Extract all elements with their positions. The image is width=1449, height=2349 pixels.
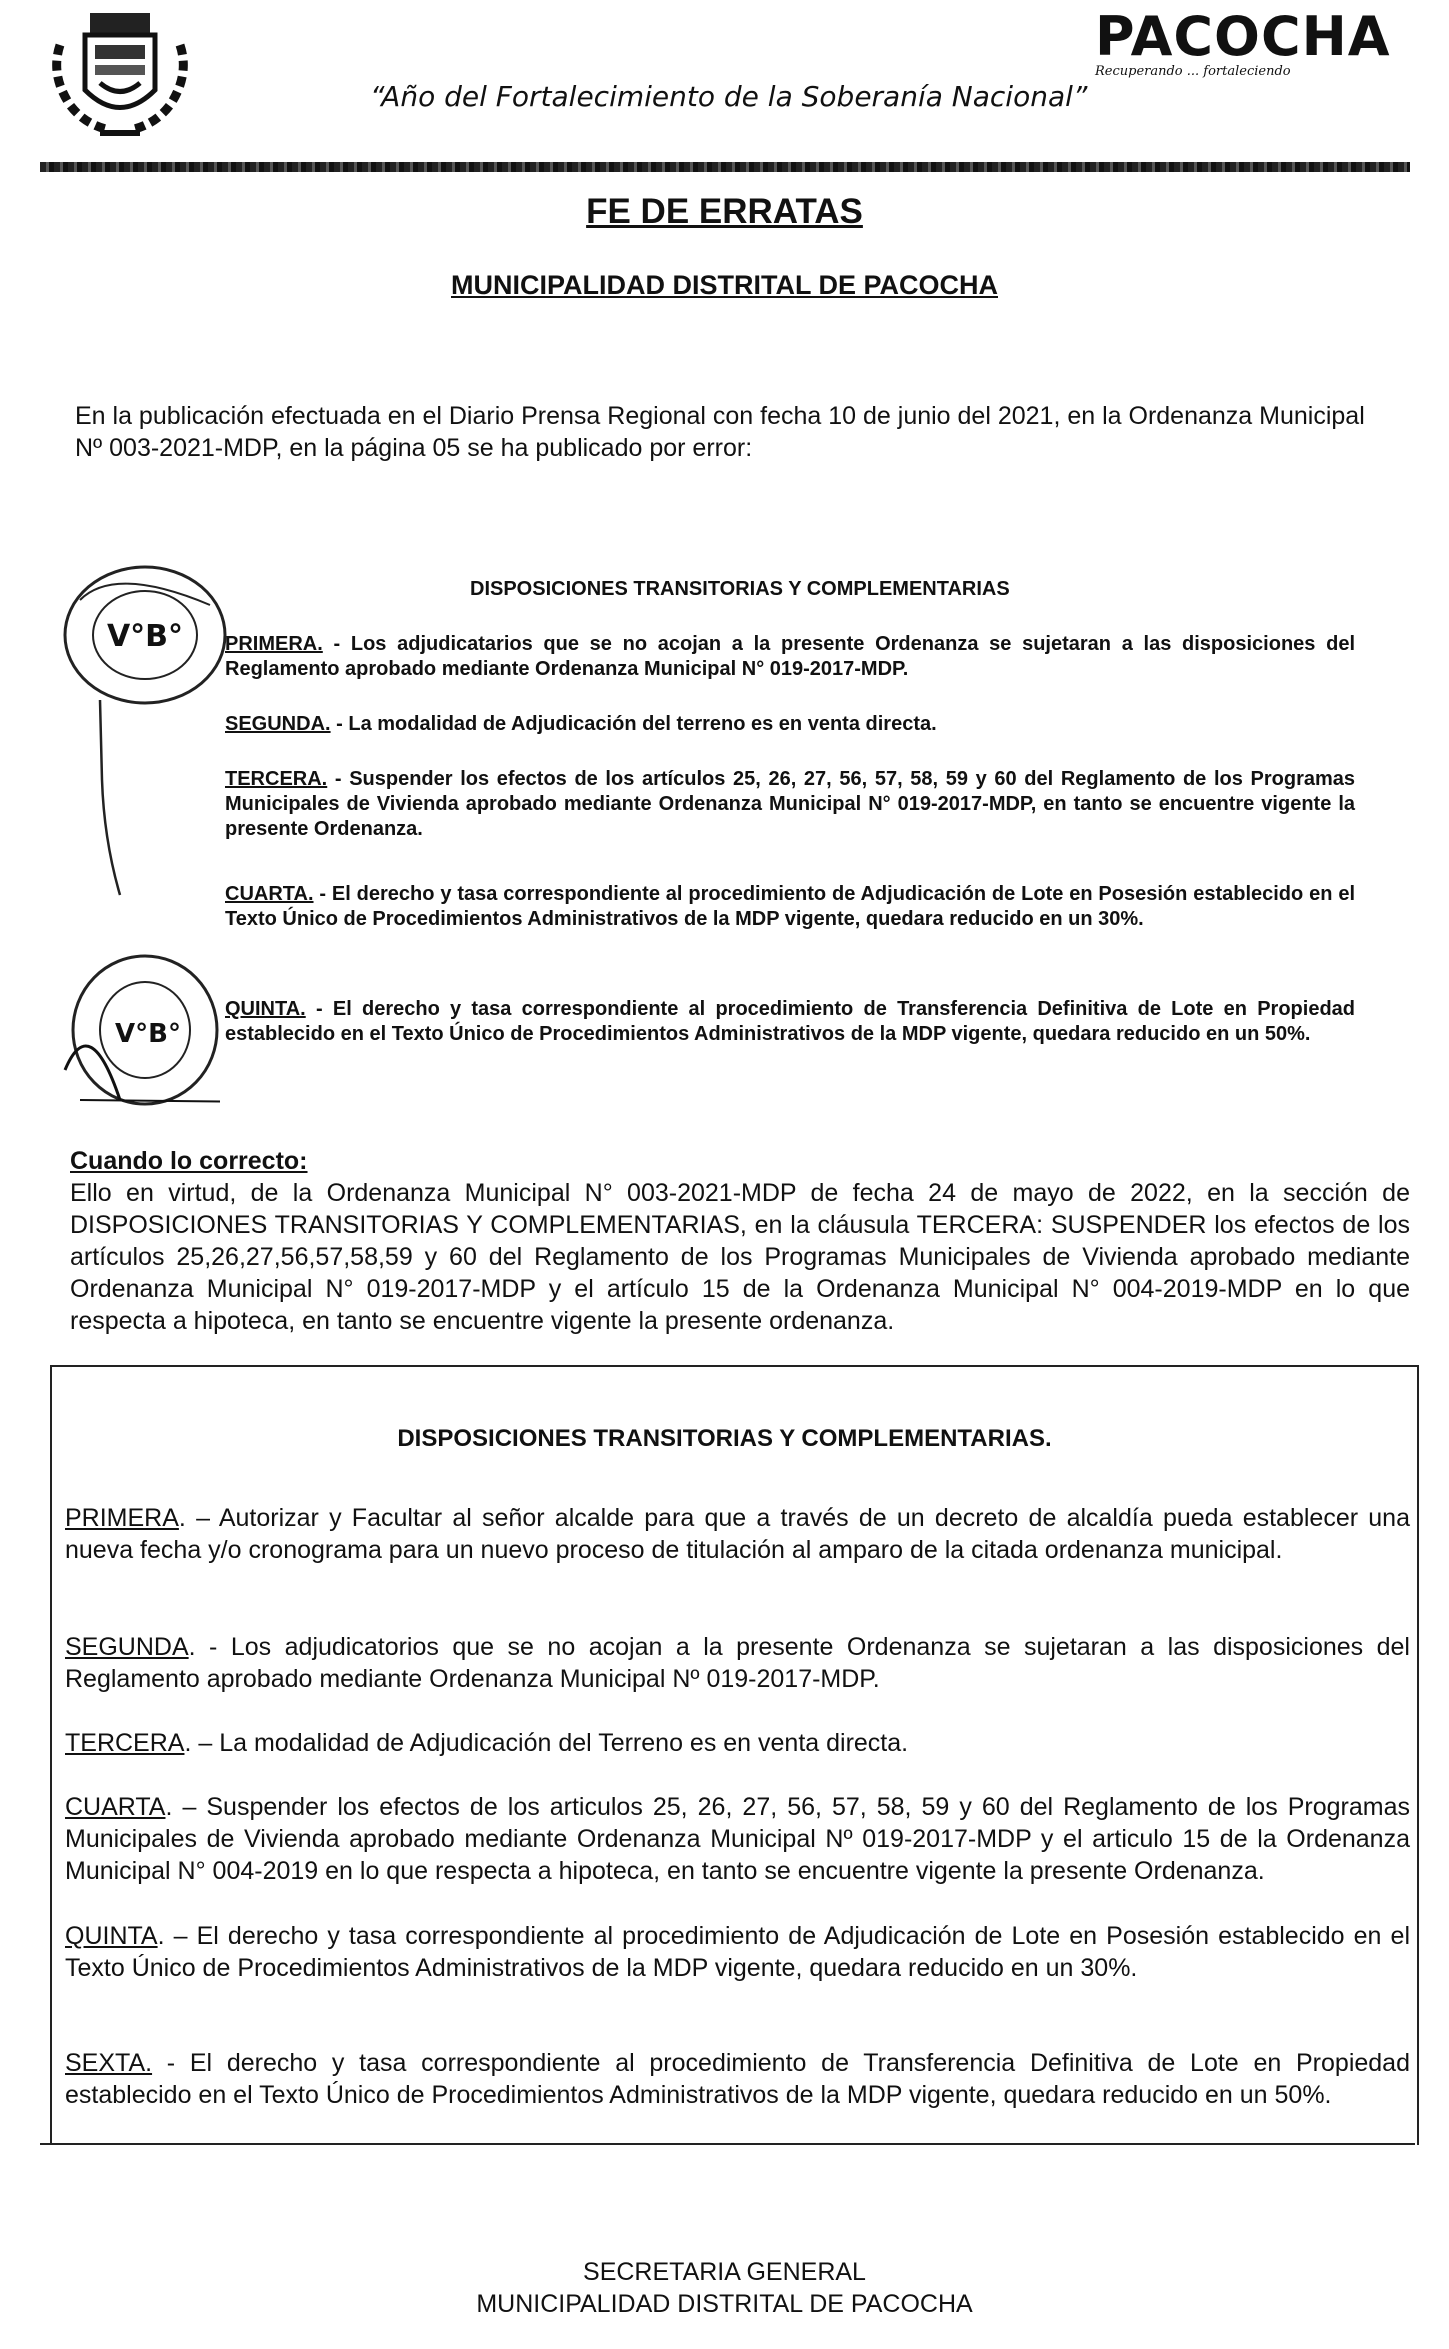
corrected-item — [65, 1631, 1410, 1695]
signature-institution: MUNICIPALIDAD DISTRITAL DE PACOCHA — [476, 2290, 973, 2318]
corrected-item — [65, 1502, 1410, 1566]
corrected-item — [65, 1727, 1410, 1759]
correct-paragraph: Ello en virtud, de la Ordenanza Municipal N° 003-2021-MDP de fecha 24 de mayo de 2022, en la sección de DISPOSICIONES TRANSITORIAS Y COMPLEMENTARIAS, en la cláusula TERCERA: SUSPENDER los efectos de los artículos 25,26,27,56,57,58,59 y 60 del Reglamento de los Programas Municipales de Vivienda aprobado mediante Ordenanza Municipal N° 019-2017-MDP y el artículo 15 de la Ordenanza Municipal N° 004-2019-MDP en lo que respecta a hipoteca, en tanto se encuentre vigente la presente ordenanza. — [70, 1179, 1410, 1335]
published-item — [225, 632, 1355, 682]
corrected-item-text: . – La modalidad de Adjudicación del Terreno es en venta directa. — [184, 1729, 909, 1757]
published-item-label: PRIMERA. — [225, 633, 323, 655]
published-item-label: TERCERA. — [225, 768, 328, 790]
municipal-crest-logo — [40, 5, 200, 140]
published-item-label: CUARTA. — [225, 883, 314, 905]
intro-paragraph: En la publicación efectuada en el Diario Prensa Regional con fecha 10 de junio del 2021, en la Ordenanza Municipal Nº 003-2021-MDP, en la página 05 se ha publicado por error: — [75, 402, 1365, 462]
signature-line-left — [90, 700, 130, 900]
corrected-item-text: . – El derecho y tasa correspondiente al procedimiento de Adjudicación de Lote en Posesión establecido en el Texto Único de Procedimientos Administrativos de la MDP vigente, quedara reducido en un 30%. — [65, 1922, 1410, 1982]
published-item-text: - El derecho y tasa correspondiente al procedimiento de Transferencia Definitiva de Lote en Propiedad establecido en el Texto Único de Procedimientos Administrativos de la MDP vigente, quedara reducido en un 50%. — [225, 998, 1355, 1045]
published-heading: DISPOSICIONES TRANSITORIAS Y COMPLEMENTARIAS — [470, 578, 1010, 600]
published-item — [225, 712, 1355, 737]
header-motto: “Año del Fortalecimiento de la Soberanía Nacional” — [370, 80, 1088, 113]
corrected-item-text: . – Autorizar y Facultar al señor alcalde para que a través de un decreto de alcaldía pueda establecer una nueva fecha y/o cronograma para un nuevo proceso de titulación al amparo de la citada ordenanza municipal. — [65, 1504, 1410, 1564]
published-item — [225, 767, 1355, 842]
corrected-item-text: . – Suspender los efectos de los articulos 25, 26, 27, 56, 57, 58, 59 y 60 del Reglamento de los Programas Municipales de Vivienda aprobado mediante Ordenanza Municipal Nº 019-2017-MDP y el articulo 15 de la Ordenanza Municipal N° 004-2019 en lo que respecta a hipoteca, en tanto se encuentre vigente la presente Ordenanza. — [65, 1793, 1410, 1885]
corrected-item-text: . - Los adjudicatorios que se no acojan a la presente Ordenanza se sujetaran a las disposiciones del Reglamento aprobado mediante Ordenanza Municipal Nº 019-2017-MDP. — [65, 1633, 1410, 1693]
corrected-item-label: SEXTA. — [65, 2049, 153, 2077]
corrected-provisions-box-bottom — [40, 2143, 1415, 2145]
corrected-item-label: TERCERA — [65, 1729, 185, 1757]
header-divider — [40, 162, 1410, 172]
published-item-text: - El derecho y tasa correspondiente al procedimiento de Adjudicación de Lote en Posesión establecido en el Texto Único de Procedimientos Administrativos de la MDP vigente, quedara reducido en un 30%. — [225, 883, 1355, 930]
stamp-vobo-text-2: V°B° — [115, 1019, 181, 1049]
stamp-vobo-text: V°B° — [106, 619, 184, 654]
published-item-text: - Los adjudicatarios que se no acojan a la presente Ordenanza se sujetaran a las disposiciones del Reglamento aprobado mediante Ordenanza Municipal N° 019-2017-MDP. — [225, 633, 1355, 680]
vobo-stamp-top — [55, 560, 235, 710]
published-item — [225, 882, 1355, 932]
pacocha-logo-tagline: Recuperando ... fortaleciendo — [1095, 64, 1291, 79]
corrected-item-label: CUARTA — [65, 1793, 166, 1821]
corrected-item — [65, 1791, 1410, 1887]
correct-heading: Cuando lo correcto: — [70, 1147, 308, 1175]
published-item-text: - Suspender los efectos de los artículos 25, 26, 27, 56, 57, 58, 59 y 60 del Reglamento de los Programas Municipales de Vivienda aprobado mediante Ordenanza Municipal N° 019-2017-MDP, en tanto se encuentre vigente la presente Ordenanza. — [225, 768, 1355, 840]
corrected-item — [65, 2047, 1410, 2111]
vobo-stamp-bottom — [60, 950, 220, 1110]
published-item-label: SEGUNDA. — [225, 713, 331, 735]
published-item — [225, 997, 1355, 1047]
corrected-heading: DISPOSICIONES TRANSITORIAS Y COMPLEMENTARIAS. — [397, 1425, 1052, 1452]
corrected-item-text: - El derecho y tasa correspondiente al procedimiento de Transferencia Definitiva de Lote en Propiedad establecido en el Texto Único de Procedimientos Administrativos de la MDP vigente, quedara reducido en un 50%. — [65, 2049, 1410, 2109]
corrected-item-label: QUINTA — [65, 1922, 158, 1950]
signature-title: SECRETARIA GENERAL — [583, 2258, 866, 2286]
document-title: FE DE ERRATAS — [586, 192, 863, 231]
corrected-item-label: SEGUNDA — [65, 1633, 189, 1661]
pacocha-logo: PACOCHA — [1095, 5, 1391, 68]
published-item-text: - La modalidad de Adjudicación del terreno es en venta directa. — [330, 713, 937, 735]
corrected-item — [65, 1920, 1410, 1984]
published-item-label: QUINTA. — [225, 998, 306, 1020]
corrected-item-label: PRIMERA — [65, 1504, 179, 1532]
document-subtitle: MUNICIPALIDAD DISTRITAL DE PACOCHA — [451, 270, 998, 300]
